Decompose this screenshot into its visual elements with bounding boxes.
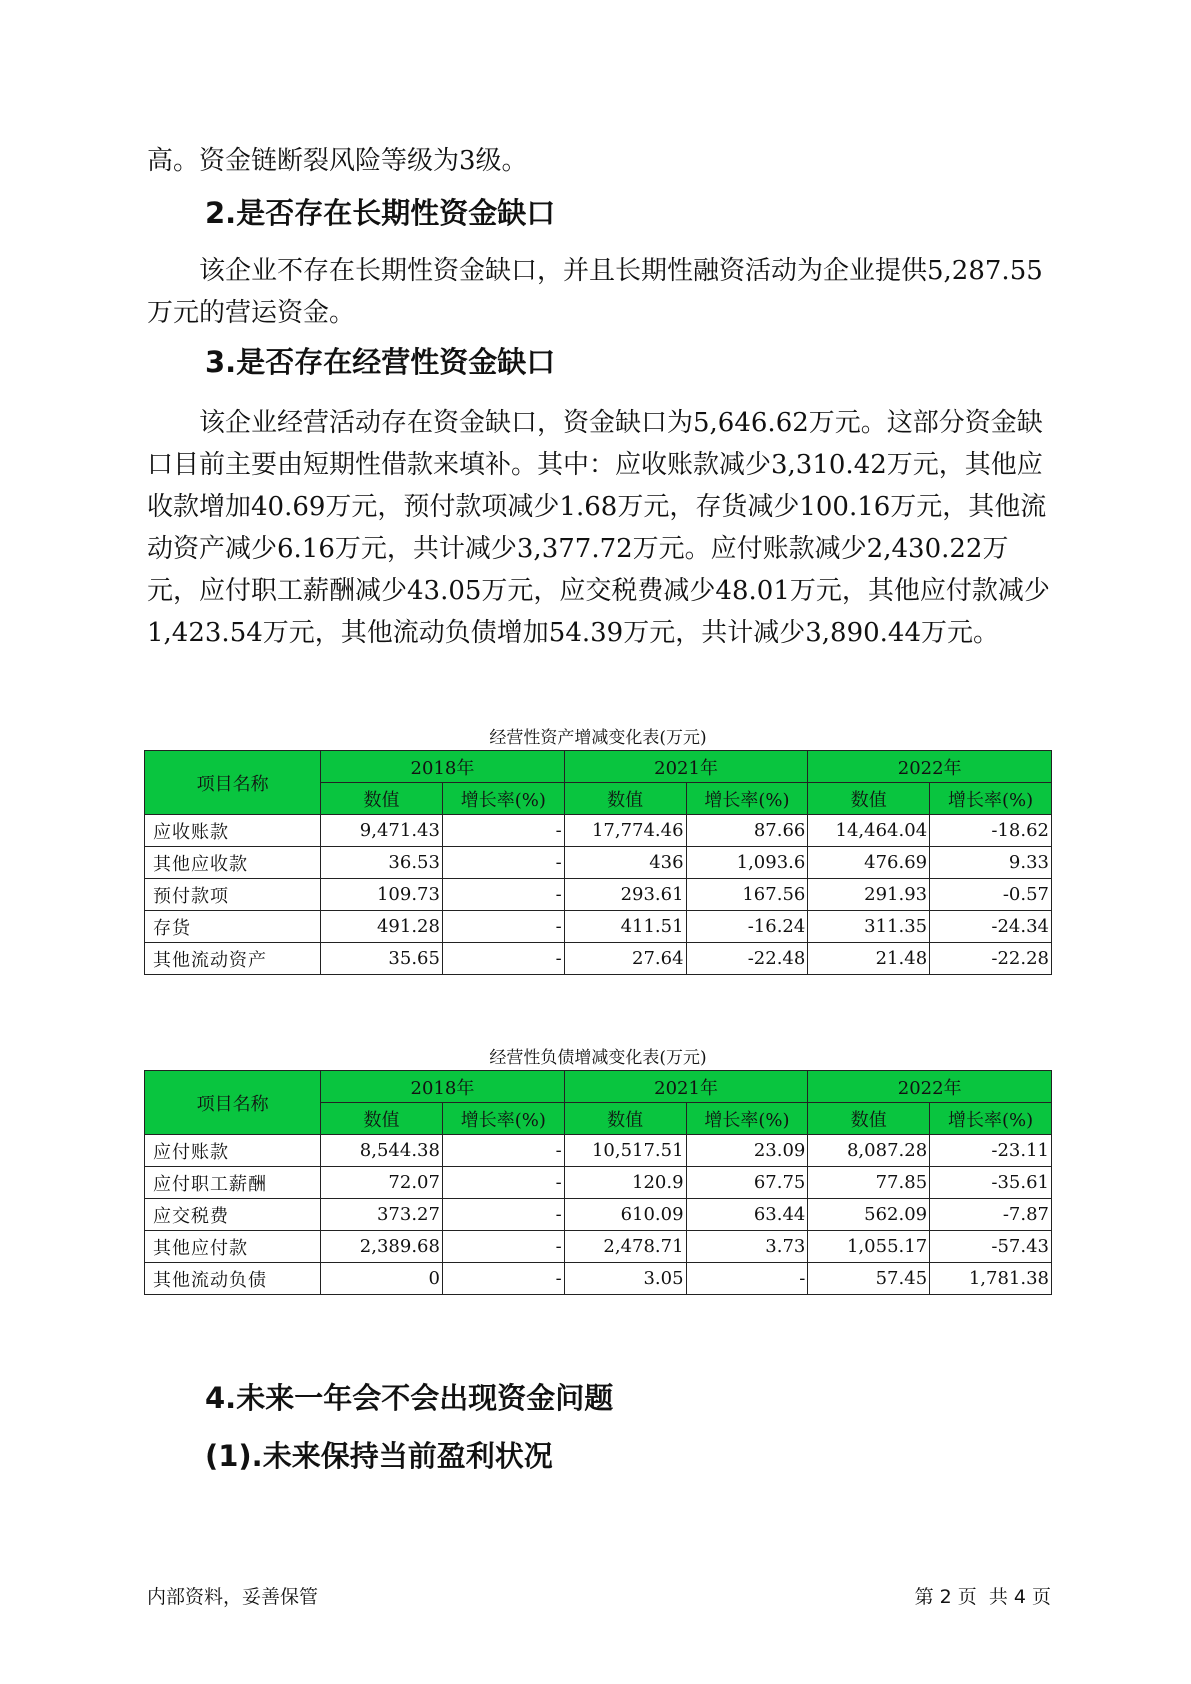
paragraph-risk-level: 高。资金链断裂风险等级为3级。 bbox=[147, 146, 528, 176]
year-header-2022: 2022年 bbox=[808, 751, 1052, 783]
row-label: 应收账款 bbox=[145, 815, 321, 847]
cell-value: 610.09 bbox=[564, 1199, 686, 1231]
cell-rate: -23.11 bbox=[930, 1135, 1052, 1167]
cell-rate: 167.56 bbox=[686, 879, 808, 911]
cell-rate: - bbox=[442, 1135, 564, 1167]
cell-value: 311.35 bbox=[808, 911, 930, 943]
cell-value: 120.9 bbox=[564, 1167, 686, 1199]
cell-rate: -35.61 bbox=[930, 1167, 1052, 1199]
footer-page-number: 第 2 页 共 4 页 bbox=[914, 1586, 1051, 1608]
table-row bbox=[145, 1199, 1052, 1231]
cell-rate: 9.33 bbox=[930, 847, 1052, 879]
cell-value: 21.48 bbox=[808, 943, 930, 975]
row-label: 预付款项 bbox=[145, 879, 321, 911]
rate-header: 增长率(%) bbox=[930, 1103, 1052, 1135]
cell-rate: - bbox=[686, 1263, 808, 1295]
asset-change-table bbox=[144, 750, 1052, 975]
rate-header: 增长率(%) bbox=[442, 783, 564, 815]
cell-value: 36.53 bbox=[321, 847, 443, 879]
paragraph-operating-gap: 该企业经营活动存在资金缺口，资金缺口为5,646.62万元。这部分资金缺口目前主要由短期性借款来填补。其中：应收账款减少3,310.42万元，其他应收款增加40.69万元，预付款项减少1.68万元，存货减少100.16万元，其他流动资产减少6.16万元，共计减少3,377.72万元。应付账款减少2,430.22万元，应付职工薪酬减少43.05万元，应交税费减少48.01万元，其他应付款减少1,423.54万元，其他流动负债增加54.39万元，共计减少3,890.44万元。 bbox=[147, 408, 1050, 648]
cell-value: 35.65 bbox=[321, 943, 443, 975]
cell-value: 411.51 bbox=[564, 911, 686, 943]
cell-value: 57.45 bbox=[808, 1263, 930, 1295]
cell-value: 9,471.43 bbox=[321, 815, 443, 847]
cell-rate: 1,781.38 bbox=[930, 1263, 1052, 1295]
cell-value: 373.27 bbox=[321, 1199, 443, 1231]
rate-header: 增长率(%) bbox=[686, 1103, 808, 1135]
row-label: 其他流动资产 bbox=[145, 943, 321, 975]
row-label: 应付账款 bbox=[145, 1135, 321, 1167]
cell-value: 72.07 bbox=[321, 1167, 443, 1199]
cell-value: 2,389.68 bbox=[321, 1231, 443, 1263]
cell-rate: 67.75 bbox=[686, 1167, 808, 1199]
table-row bbox=[145, 1167, 1052, 1199]
row-label: 应付职工薪酬 bbox=[145, 1167, 321, 1199]
cell-value: 291.93 bbox=[808, 879, 930, 911]
table-row bbox=[145, 1135, 1052, 1167]
cell-value: 14,464.04 bbox=[808, 815, 930, 847]
value-header: 数值 bbox=[808, 783, 930, 815]
liability-table-caption: 经营性负债增减变化表(万元) bbox=[489, 1048, 707, 1068]
cell-rate: 1,093.6 bbox=[686, 847, 808, 879]
cell-rate: -7.87 bbox=[930, 1199, 1052, 1231]
cell-rate: - bbox=[442, 1167, 564, 1199]
item-name-header: 项目名称 bbox=[145, 751, 321, 815]
cell-rate: 3.73 bbox=[686, 1231, 808, 1263]
cell-value: 0 bbox=[321, 1263, 443, 1295]
row-label: 应交税费 bbox=[145, 1199, 321, 1231]
cell-value: 8,087.28 bbox=[808, 1135, 930, 1167]
cell-rate: 87.66 bbox=[686, 815, 808, 847]
year-header-2018: 2018年 bbox=[321, 1071, 565, 1103]
rate-header: 增长率(%) bbox=[930, 783, 1052, 815]
table-row bbox=[145, 847, 1052, 879]
cell-value: 491.28 bbox=[321, 911, 443, 943]
value-header: 数值 bbox=[321, 783, 443, 815]
value-header: 数值 bbox=[808, 1103, 930, 1135]
cell-rate: -18.62 bbox=[930, 815, 1052, 847]
table-row bbox=[145, 1263, 1052, 1295]
table-row bbox=[145, 943, 1052, 975]
cell-rate: - bbox=[442, 815, 564, 847]
cell-rate: -22.48 bbox=[686, 943, 808, 975]
cell-rate: - bbox=[442, 1263, 564, 1295]
cell-rate: -24.34 bbox=[930, 911, 1052, 943]
table-row bbox=[145, 911, 1052, 943]
heading-maintain-profit: (1).未来保持当前盈利状况 bbox=[205, 1439, 553, 1473]
cell-value: 10,517.51 bbox=[564, 1135, 686, 1167]
cell-value: 476.69 bbox=[808, 847, 930, 879]
row-label: 存货 bbox=[145, 911, 321, 943]
rate-header: 增长率(%) bbox=[686, 783, 808, 815]
cell-rate: - bbox=[442, 911, 564, 943]
year-header-2022: 2022年 bbox=[808, 1071, 1052, 1103]
cell-rate: -57.43 bbox=[930, 1231, 1052, 1263]
heading-operating-gap: 3.是否存在经营性资金缺口 bbox=[205, 345, 556, 379]
row-label: 其他应付款 bbox=[145, 1231, 321, 1263]
cell-rate: -22.28 bbox=[930, 943, 1052, 975]
year-header-2021: 2021年 bbox=[564, 1071, 808, 1103]
row-label: 其他应收款 bbox=[145, 847, 321, 879]
item-name-header: 项目名称 bbox=[145, 1071, 321, 1135]
cell-value: 109.73 bbox=[321, 879, 443, 911]
cell-value: 77.85 bbox=[808, 1167, 930, 1199]
cell-value: 3.05 bbox=[564, 1263, 686, 1295]
cell-rate: 63.44 bbox=[686, 1199, 808, 1231]
cell-rate: - bbox=[442, 943, 564, 975]
cell-value: 2,478.71 bbox=[564, 1231, 686, 1263]
cell-rate: - bbox=[442, 847, 564, 879]
cell-value: 17,774.46 bbox=[564, 815, 686, 847]
cell-value: 27.64 bbox=[564, 943, 686, 975]
year-header-2021: 2021年 bbox=[564, 751, 808, 783]
value-header: 数值 bbox=[321, 1103, 443, 1135]
heading-next-year-funding: 4.未来一年会不会出现资金问题 bbox=[205, 1381, 614, 1415]
cell-rate: -16.24 bbox=[686, 911, 808, 943]
table-row bbox=[145, 1231, 1052, 1263]
cell-value: 436 bbox=[564, 847, 686, 879]
cell-value: 1,055.17 bbox=[808, 1231, 930, 1263]
cell-value: 8,544.38 bbox=[321, 1135, 443, 1167]
cell-value: 293.61 bbox=[564, 879, 686, 911]
heading-long-term-gap: 2.是否存在长期性资金缺口 bbox=[205, 196, 556, 230]
value-header: 数值 bbox=[564, 783, 686, 815]
cell-value: 562.09 bbox=[808, 1199, 930, 1231]
liability-change-table bbox=[144, 1070, 1052, 1295]
cell-rate: - bbox=[442, 879, 564, 911]
table-row bbox=[145, 879, 1052, 911]
row-label: 其他流动负债 bbox=[145, 1263, 321, 1295]
cell-rate: 23.09 bbox=[686, 1135, 808, 1167]
cell-rate: - bbox=[442, 1231, 564, 1263]
paragraph-long-term-gap: 该企业不存在长期性资金缺口，并且长期性融资活动为企业提供5,287.55万元的营运资金。 bbox=[147, 256, 1043, 328]
asset-table-caption: 经营性资产增减变化表(万元) bbox=[489, 728, 707, 748]
rate-header: 增长率(%) bbox=[442, 1103, 564, 1135]
cell-rate: -0.57 bbox=[930, 879, 1052, 911]
value-header: 数值 bbox=[564, 1103, 686, 1135]
cell-rate: - bbox=[442, 1199, 564, 1231]
year-header-2018: 2018年 bbox=[321, 751, 565, 783]
table-row bbox=[145, 815, 1052, 847]
footer-confidential-note: 内部资料，妥善保管 bbox=[147, 1586, 319, 1608]
